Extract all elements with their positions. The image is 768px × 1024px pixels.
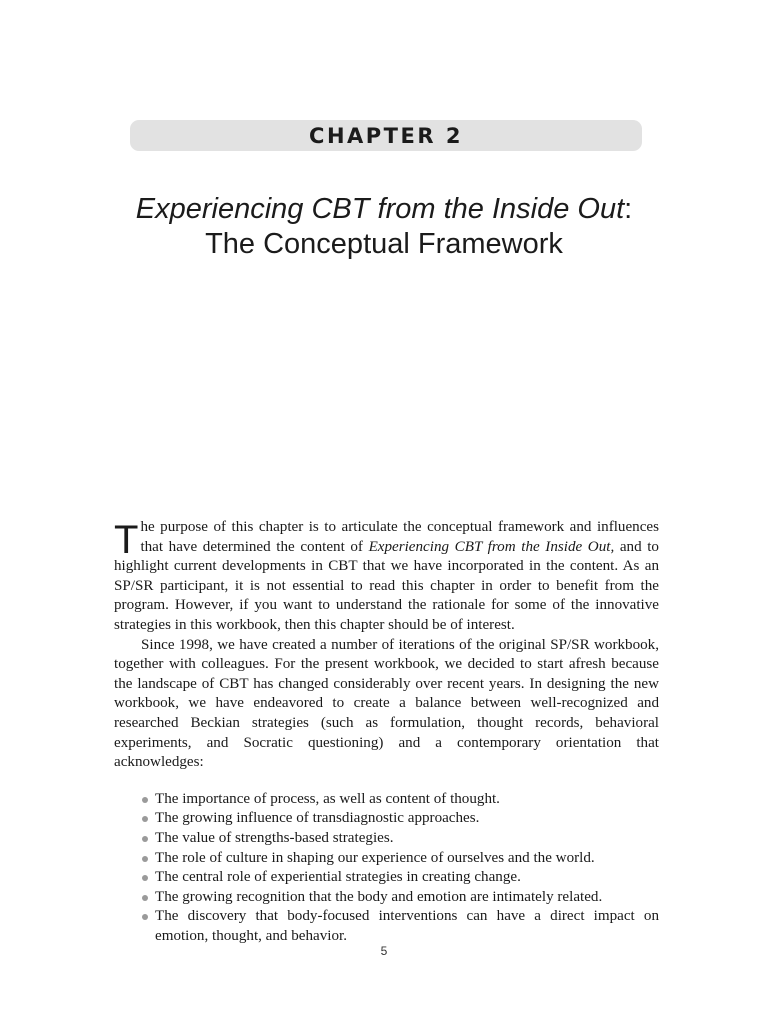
- chapter-title-italic: Experiencing CBT from the Inside Out: [135, 193, 625, 225]
- chapter-label: CHAPTER 2: [309, 123, 463, 148]
- bullet-item: The growing influence of transdiagnostic approaches.: [140, 809, 659, 829]
- bullet-item: The value of strengths-based strategies.: [140, 829, 659, 849]
- bullet-item: The importance of process, as well as content of thought.: [140, 790, 659, 810]
- chapter-title: [0, 192, 768, 262]
- paragraph-1: [114, 518, 659, 636]
- paragraph-1-text-b: and to highlight current developments in CBT that we have incorporated in the content. As an SP/SR participant, it is not essential to read this chapter in order to benefit from the program. However, if you want to understand the rationale for some of the innovative strategies in this workbook, then this chapter should be of interest.: [114, 538, 659, 633]
- paragraph-1-text-a: he purpose of this chapter is to articulate the conceptual framework and influences that have determined the content of: [140, 519, 659, 555]
- bullet-item: The role of culture in shaping our experience of ourselves and the world.: [140, 849, 659, 869]
- bullet-item: The growing recognition that the body and emotion are intimately related.: [140, 888, 659, 908]
- body-text: [114, 518, 659, 946]
- paragraph-1-italic-title: Experiencing CBT from the Inside Out,: [368, 538, 615, 555]
- chapter-title-line-1: [0, 192, 768, 227]
- paragraph-2: Since 1998, we have created a number of iterations of the original SP/SR workbook, together with colleagues. For the present workbook, we decided to start afresh because the landscape of CBT has changed considerably over recent years. In designing the new workbook, we have endeavored to create a balance between well-recognized and researched Beckian strategies (such as formulation, thought records, behavioral experiments, and Socratic questioning) and a contemporary orientation that acknowledges:: [114, 636, 659, 771]
- bullet-item: The discovery that body-focused interventions can have a direct impact on emotion, thought, and behavior.: [140, 907, 659, 946]
- page-number: 5: [380, 944, 388, 958]
- bullet-item: The central role of experiential strategies in creating change.: [140, 868, 659, 888]
- bullet-list: [114, 790, 659, 947]
- drop-cap: T: [114, 518, 139, 562]
- chapter-banner: [130, 120, 642, 151]
- chapter-subtitle: The Conceptual Framework: [205, 228, 563, 260]
- chapter-title-colon: :: [624, 193, 633, 225]
